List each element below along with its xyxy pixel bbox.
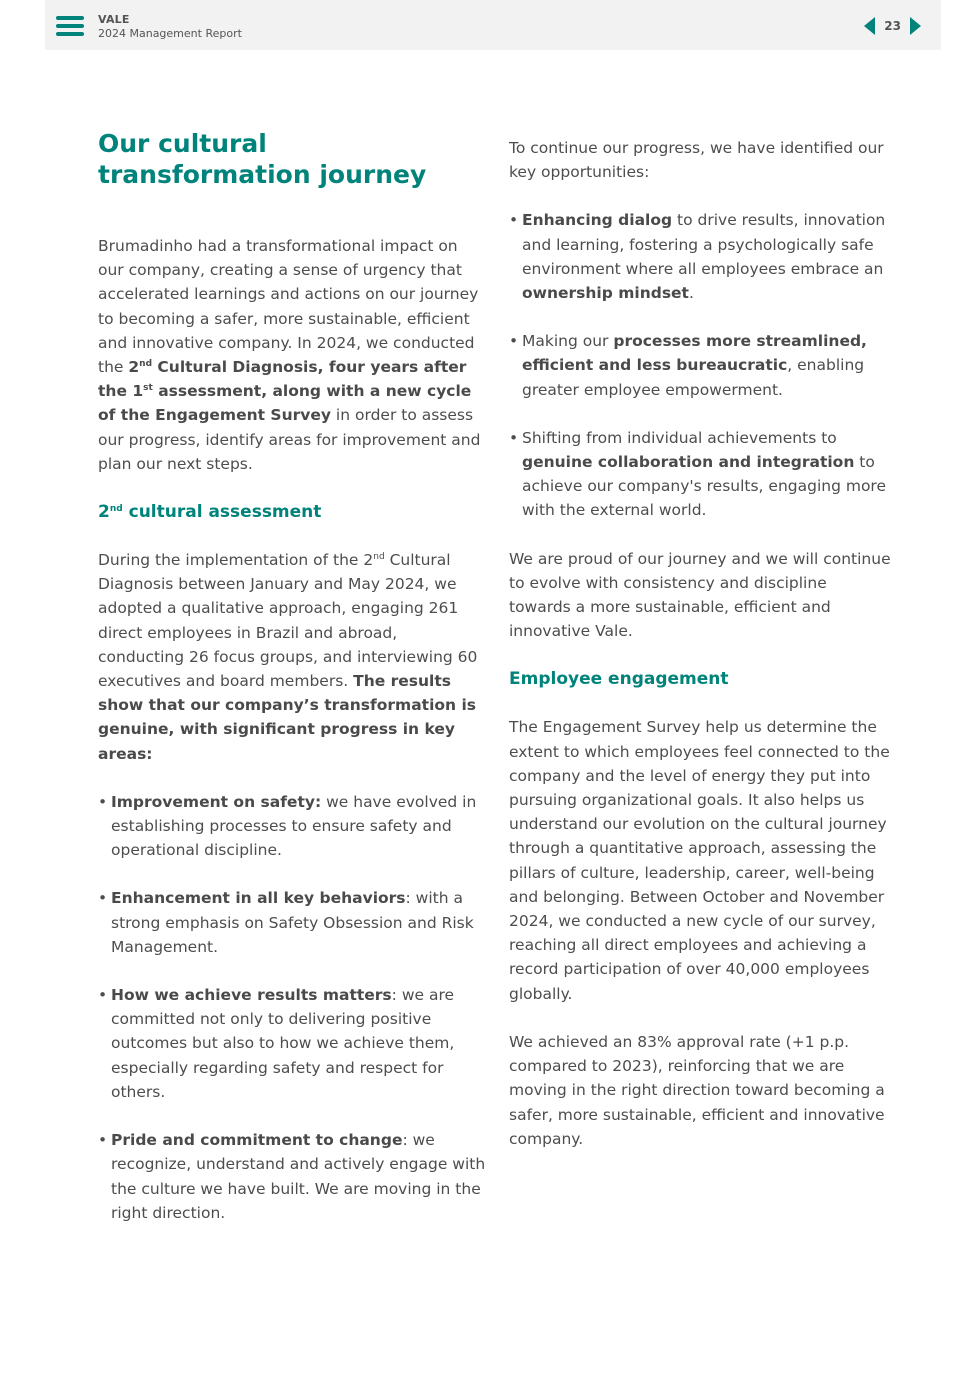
intro-bold-text2: assessment, along with a new cycle of the Engagement Survey — [98, 382, 472, 425]
intro-bold-sup2: st — [143, 383, 153, 394]
previous-page-icon[interactable] — [864, 17, 875, 35]
bullet-bold: ownership mindset — [522, 284, 689, 303]
opportunities-intro: To continue our progress, we have identified our key opportunities: — [509, 139, 884, 182]
heading-rest: cultural assessment — [122, 502, 322, 523]
heading-num: 2 — [98, 502, 110, 523]
assessment-text: During the implementation of the 2 — [98, 551, 374, 570]
page-title: Our cultural transformation journey — [98, 129, 427, 189]
bullet-bold: Improvement on safety: — [111, 792, 322, 811]
brand — [98, 13, 242, 41]
right-column — [509, 136, 891, 1175]
proud-paragraph: We are proud of our journey and we will continue to evolve with consistency and discipline towards a more sustainable, efficient and innovative Vale. — [509, 549, 891, 641]
report-title: 2024 Management Report — [98, 27, 242, 40]
bullet-text: : we are committed not only to delivering positive outcomes but also to how we achieve them, especially regarding safety and respect for others. — [111, 986, 455, 1101]
bullet-bold: Pride and commitment to change — [111, 1131, 403, 1150]
bullet-text: to drive results, innovation and learning, fostering a psychologically safe environment where all employees embrace an — [522, 211, 886, 278]
assessment-sup: nd — [373, 552, 385, 563]
company-name: VALE — [98, 13, 130, 26]
top-bar — [45, 0, 941, 50]
bullet-text: : with a strong emphasis on Safety Obsession and Risk Management. — [111, 889, 474, 956]
intro-bold-text: Cultural Diagnosis, four years after the 1 — [98, 358, 467, 401]
intro-text: Brumadinho had a transformational impact on our company, creating a sense of urgency that accelerated learnings and actions on our journey to becoming a safer, more sustainable, efficient and innovative company. In 2024, we conducted the — [98, 237, 479, 377]
bullet-text: . — [688, 284, 694, 303]
bullet-bold: genuine collaboration and integration — [522, 453, 855, 472]
hamburger-menu-icon[interactable] — [56, 16, 84, 40]
left-column — [98, 128, 488, 1249]
intro-bold-sup: nd — [139, 359, 153, 370]
bullet-bold: Enhancement in all key behaviors — [111, 889, 406, 908]
list-item — [509, 426, 891, 523]
intro-paragraph — [98, 234, 488, 476]
bullet-bold: Enhancing dialog — [522, 211, 673, 230]
bullet-text: : we recognize, understand and actively engage with the culture we have built. We are moving in the right direction. — [111, 1131, 486, 1222]
next-page-icon[interactable] — [910, 17, 921, 35]
bullet-text: to achieve our company's results, engaging more with the external world. — [522, 453, 886, 520]
engagement-paragraph: The Engagement Survey help us determine the extent to which employees feel connected to the company and the level of energy they put into pursuing organizational goals. It also helps us understand our evolution on the cultural journey through a quantitative approach, assessing the pillars of culture, leadership, career, well-being and belonging. Between October and November 2024, we conducted a new cycle of our survey, reaching all direct employees and achieving a record participation of over 40,000 employees globally. — [509, 718, 890, 1003]
employee-engagement-heading: Employee engagement — [509, 669, 729, 690]
heading-sup: nd — [109, 504, 123, 515]
bullet-text: we have evolved in establishing processes to ensure safety and operational discipline. — [111, 792, 477, 860]
intro-text-end: in order to assess our progress, identify areas for improvement and plan our next steps. — [98, 406, 481, 473]
assessment-bold: The results show that our company’s transformation is genuine, with significant progress in key areas: — [98, 672, 477, 763]
list-item — [509, 329, 891, 402]
list-item — [98, 1128, 488, 1225]
cultural-assessment-heading — [98, 500, 488, 524]
opportunities-list — [509, 208, 891, 522]
pager — [864, 17, 921, 35]
bullet-bold: processes more streamlined, efficient and less bureaucratic — [522, 332, 867, 375]
list-item — [98, 983, 488, 1104]
approval-paragraph: We achieved an 83% approval rate (+1 p.p. compared to 2023), reinforcing that we are moving in the right direction toward becoming a safer, more sustainable, efficient and innovative company. — [509, 1032, 885, 1148]
bullet-text: Making our — [522, 332, 614, 351]
page-number: 23 — [884, 19, 901, 33]
intro-bold-num: 2 — [128, 358, 140, 377]
assessment-text2: Cultural Diagnosis between January and May 2024, we adopted a qualitative approach, engaging 261 direct employees in Brazil and abroad, conducting 26 focus groups, and interviewing 60 executives and board members. — [98, 551, 478, 691]
bullet-text: , enabling greater employee empowerment. — [522, 356, 865, 399]
list-item — [98, 790, 488, 863]
bullet-text: Shifting from individual achievements to — [522, 428, 837, 447]
assessment-paragraph — [98, 548, 488, 766]
list-item — [98, 886, 488, 959]
key-areas-list — [98, 790, 488, 1225]
bullet-bold: How we achieve results matters — [111, 986, 392, 1005]
list-item — [509, 208, 891, 305]
